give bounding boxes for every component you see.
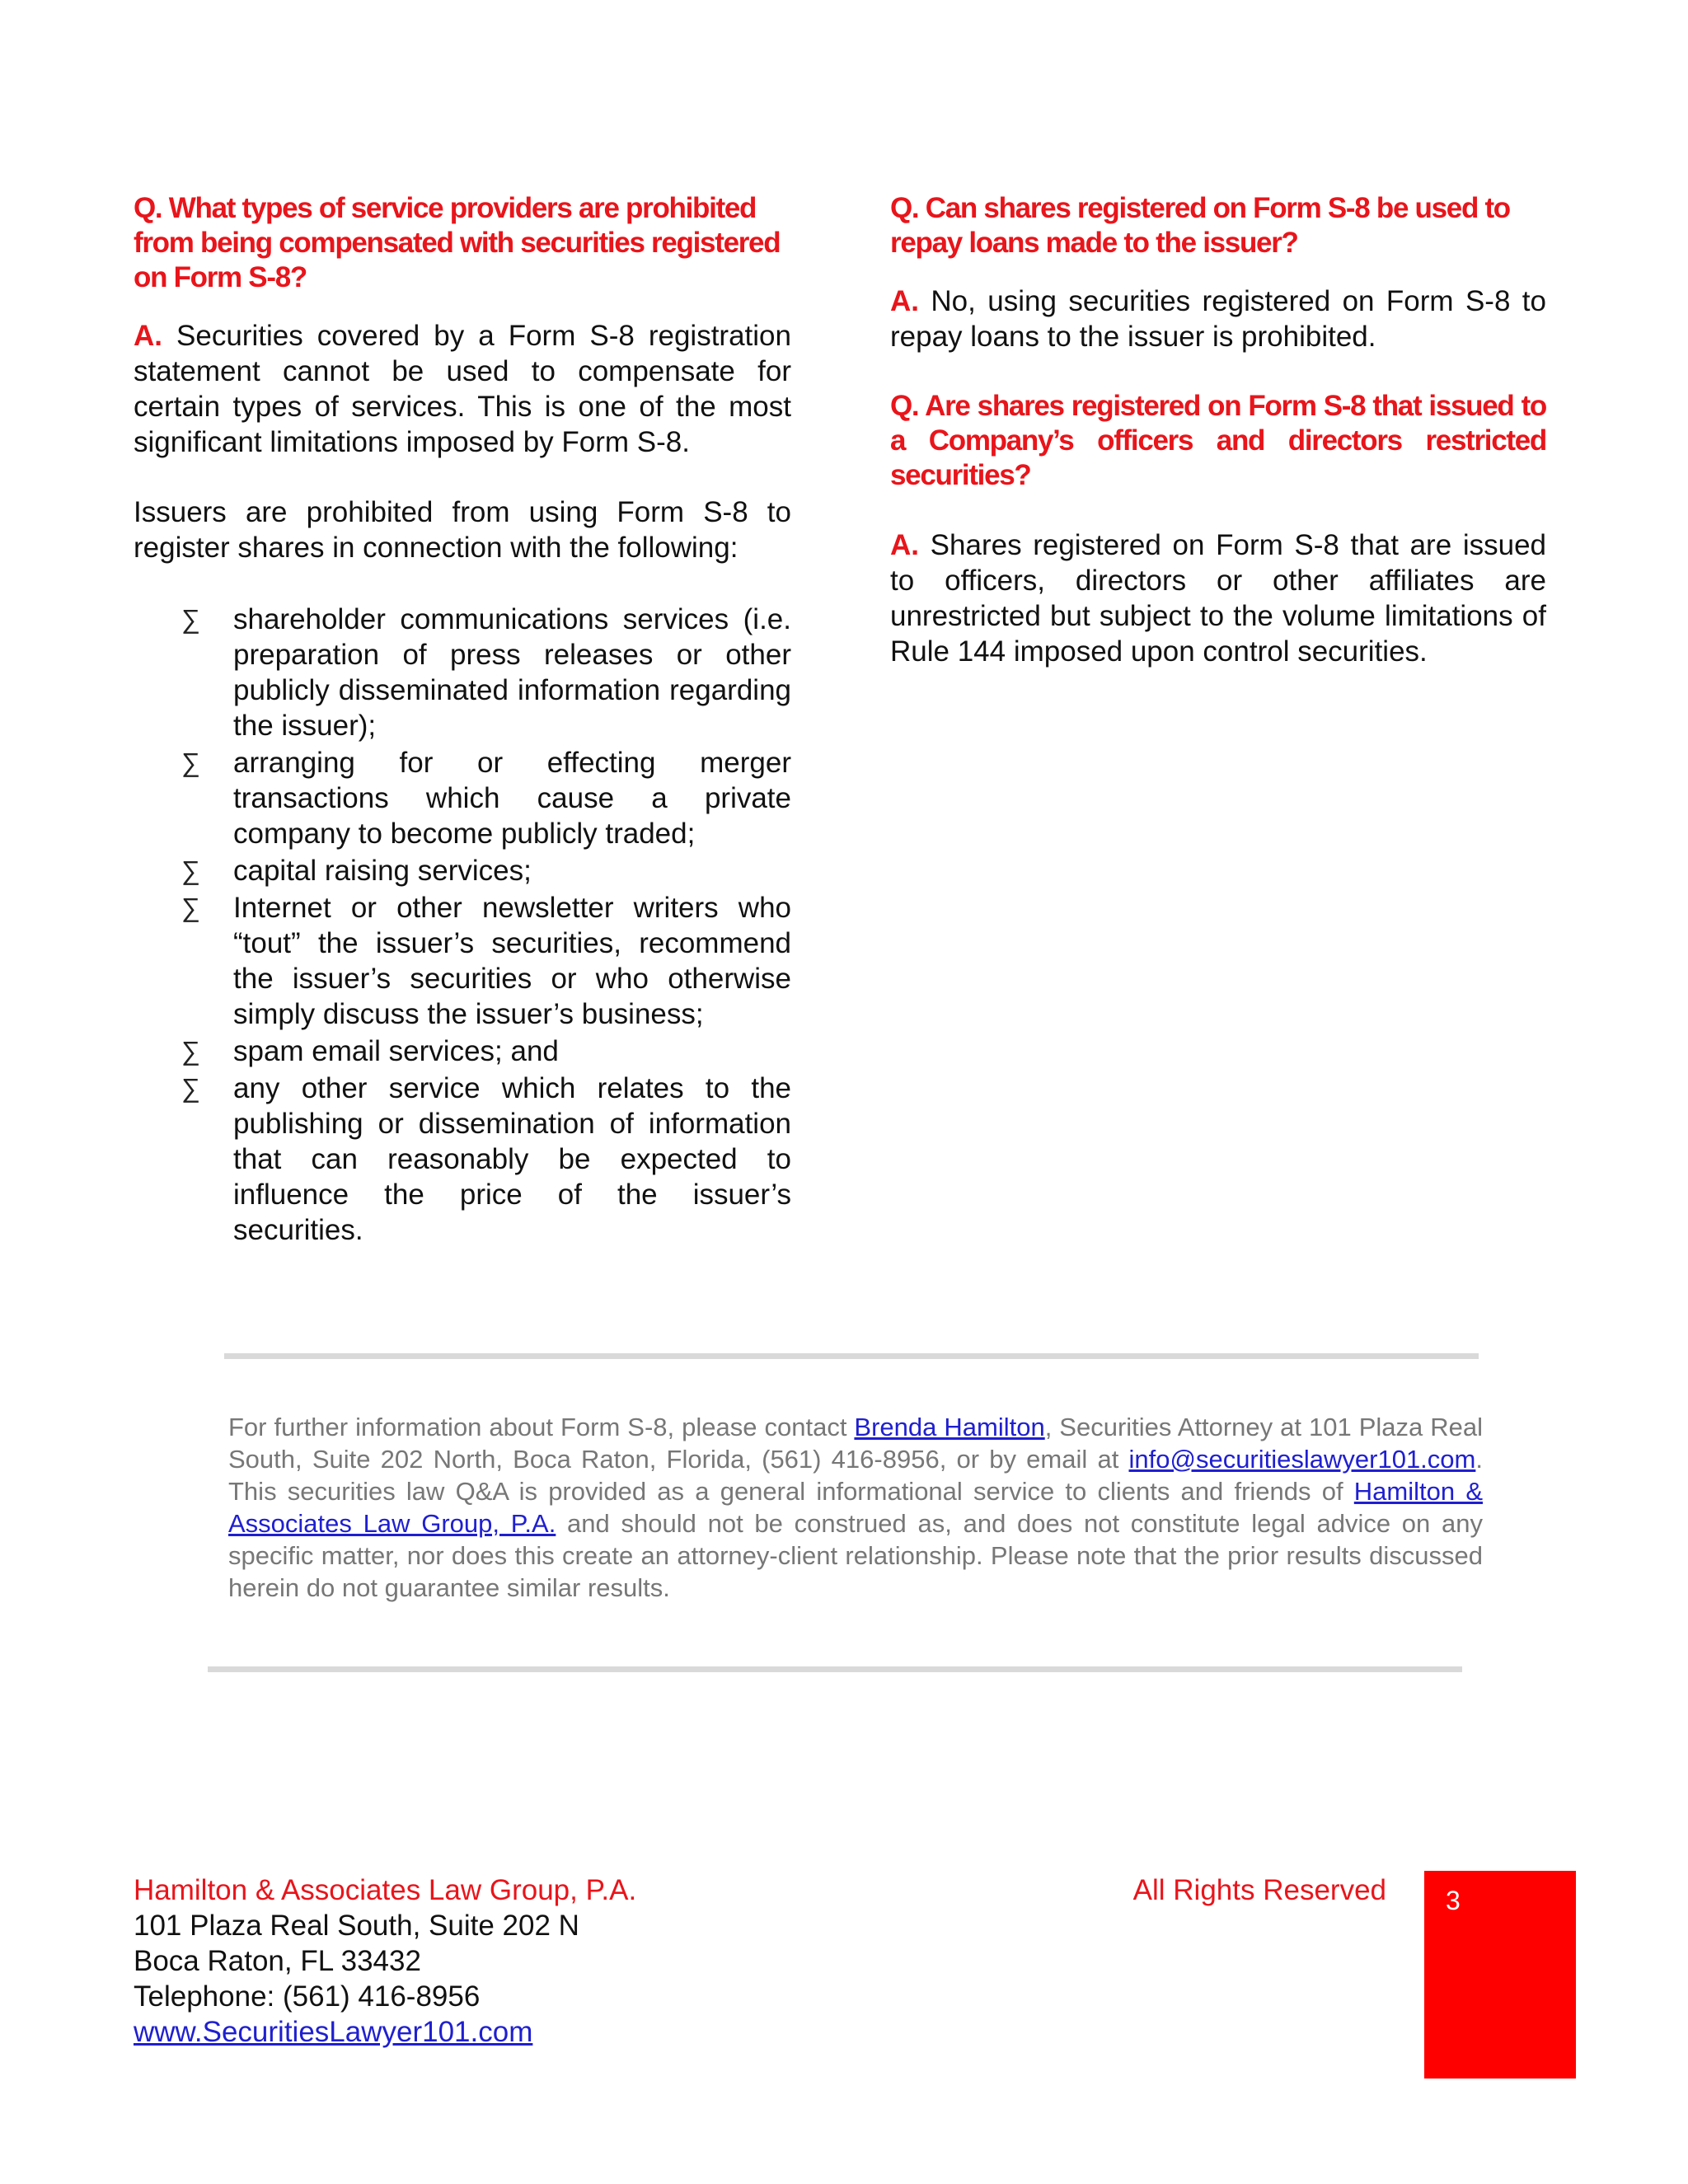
list-item: ∑ Internet or other newsletter writers who “tout” the issuer’s securities, recommend the issuer’s securities or who otherwise simply discuss the issuer’s business;: [181, 892, 791, 1030]
footer-address: [134, 1872, 636, 2050]
page-number-box: [1424, 1871, 1576, 2079]
bullet-icon: ∑: [181, 1036, 200, 1066]
list-item: ∑ spam email services; and: [181, 1035, 559, 1067]
page-number: 3: [1446, 1886, 1461, 1915]
email-link[interactable]: info@securitieslawyer101.com: [1128, 1445, 1476, 1474]
firm-link[interactable]: Hamilton & Associates Law Group, P.A.: [228, 1477, 1483, 1538]
attorney-link[interactable]: Brenda Hamilton: [854, 1413, 1045, 1441]
list-item: ∑ capital raising services;: [181, 855, 532, 887]
answer-text: Securities covered by a Form S-8 registration statement cannot be used to compensate for certain types of services. This is one of the most significant limitations imposed by Form S-8.: [134, 320, 791, 458]
disclaimer: For further information about Form S-8, please contact Brenda Hamilton, Securities Attorney at 101 Plaza Real South, Suite 202 North, Boca Raton, Florida, (561) 416-8956, or by email at info@securitieslawyer101.com. This securities law Q&A is provided as a general informational service to clients and friends of Hamilton & Associates Law Group, P.A. and should not be construed as, and does not constitute legal advice on any specific matter, nor does this create an attorney-client relationship. Please note that the prior results discussed herein do not guarantee similar results.: [228, 1413, 1483, 1602]
answer-label: A.: [890, 285, 919, 317]
footer-website-link[interactable]: www.SecuritiesLawyer101.com: [134, 2016, 533, 2048]
bullet-icon: ∑: [181, 1073, 200, 1103]
question-service-providers: Q. What types of service providers are prohibited from being compensated with securities registered on Form S-8?: [134, 192, 781, 293]
bullet-icon: ∑: [181, 855, 200, 885]
list-item: ∑ any other service which relates to the publishing or dissemination of information that can reasonably be expected to influence the price of the issuer’s securities.: [181, 1072, 791, 1246]
left-column: [134, 191, 791, 1249]
right-column: [890, 191, 1546, 704]
divider-bottom: [208, 1666, 1462, 1672]
question-officers-restricted: Q. Are shares registered on Form S-8 that issued to a Company’s officers and directors restricted securities?: [890, 390, 1546, 491]
answer-officers-restricted: A. Shares registered on Form S-8 that are issued to officers, directors or other affiliates are unrestricted but subject to the volume limitations of Rule 144 imposed upon control securities.: [890, 529, 1546, 668]
question-repay-loans: Q. Can shares registered on Form S-8 be used to repay loans made to the issuer?: [890, 192, 1510, 259]
bullet-icon: ∑: [181, 748, 200, 777]
answer-label: A.: [890, 529, 919, 561]
footer-firm-name: Hamilton & Associates Law Group, P.A.: [134, 1874, 637, 1906]
answer-repay-loans: A. No, using securities registered on Form S-8 to repay loans to the issuer is prohibited.: [890, 285, 1546, 353]
footer-phone: Telephone: (561) 416-8956: [134, 1980, 481, 2013]
answer-label: A.: [134, 320, 162, 352]
list-item: ∑ shareholder communications services (i.e. preparation of press releases or other publicly disseminated information regarding the issuer);: [181, 603, 791, 742]
footer-address-line1: 101 Plaza Real South, Suite 202 N: [134, 1910, 579, 1942]
bullet-icon: ∑: [181, 893, 200, 922]
prohibited-services-list: [134, 602, 791, 1248]
divider-top: [224, 1353, 1479, 1359]
footer-rights: All Rights Reserved: [1132, 1874, 1386, 1906]
answer-service-providers: [134, 318, 791, 460]
footer-address-line2: Boca Raton, FL 33432: [134, 1945, 421, 1977]
bullet-icon: ∑: [181, 604, 200, 634]
list-item: ∑ arranging for or effecting merger transactions which cause a private company to become publicly traded;: [181, 747, 791, 850]
prohibited-intro: Issuers are prohibited from using Form S-8 to register shares in connection with the following:: [134, 496, 791, 564]
